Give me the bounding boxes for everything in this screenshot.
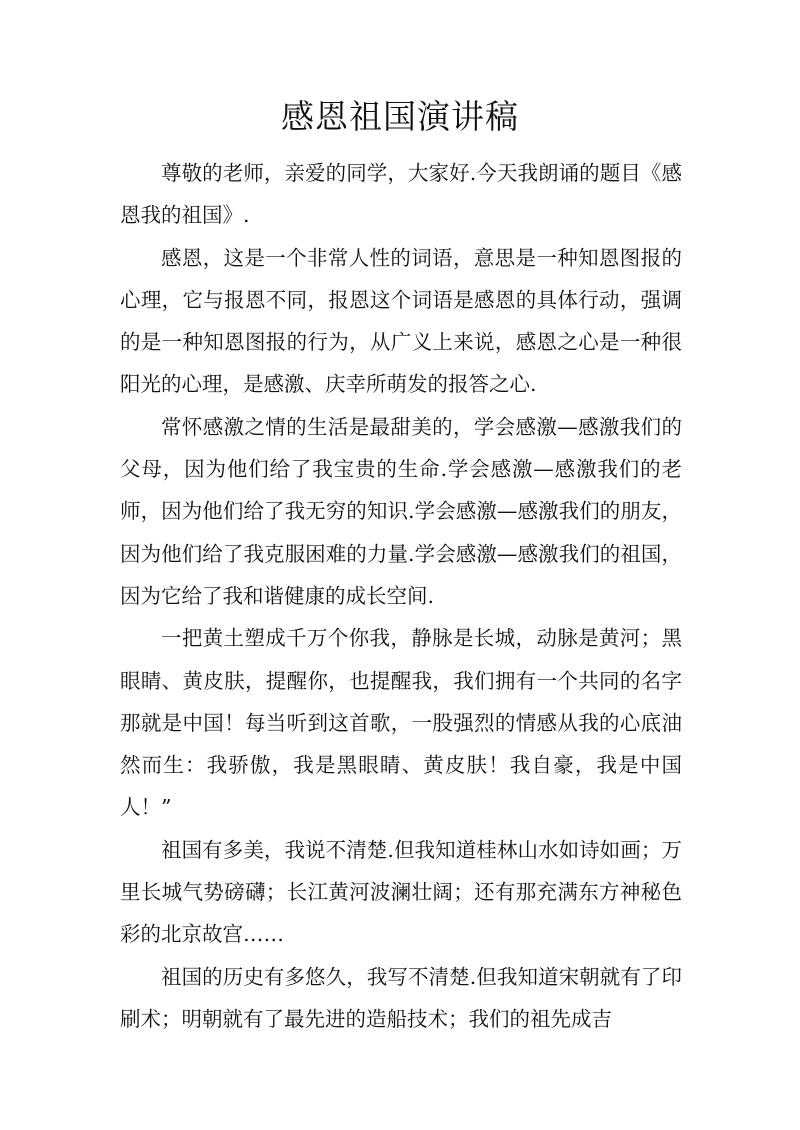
- paragraph-gratitude-meaning: 感恩，这是一个非常人性的词语，意思是一种知恩图报的心理，它与报恩不同，报恩这个词语是感恩的具体行动，强调的是一种知恩图报的行为，从广义上来说，感恩之心是一种很阳光的心理，是感激、庆幸所萌发的报答之心.: [120, 245, 682, 397]
- paragraph-learn-gratitude: 常怀感激之情的生活是最甜美的，学会感激—感激我们的父母，因为他们给了我宝贵的生命.学会感激—感激我们的老师，因为他们给了我无穷的知识.学会感激—感激我们的朋友，因为他们给了我克服困难的力量.学会感激—感激我们的祖国，因为它给了我和谐健康的成长空间.: [120, 414, 682, 608]
- document-body: [120, 152, 682, 1040]
- paragraph-beauty-of-motherland: 祖国有多美，我说不清楚.但我知道桂林山水如诗如画；万里长城气势磅礴；长江黄河波澜壮阔；还有那充满东方神秘色彩的北京故宫……: [120, 837, 682, 947]
- paragraph-history-of-motherland: 祖国的历史有多悠久，我写不清楚.但我知道宋朝就有了印刷术；明朝就有了最先进的造船技术；我们的祖先成吉: [120, 964, 682, 1031]
- paragraph-greeting: 尊敬的老师，亲爱的同学，大家好.今天我朗诵的题目《感恩我的祖国》.: [120, 161, 682, 228]
- paragraph-chinese-identity: 一把黄土塑成千万个你我，静脉是长城，动脉是黄河；黑眼睛、黄皮肤，提醒你，也提醒我，我们拥有一个共同的名字那就是中国！每当听到这首歌，一股强烈的情感从我的心底油然而生：我骄傲，我是黑眼睛、黄皮肤！我自豪，我是中国人！”: [120, 626, 682, 820]
- document-title: 感恩祖国演讲稿: [281, 97, 519, 136]
